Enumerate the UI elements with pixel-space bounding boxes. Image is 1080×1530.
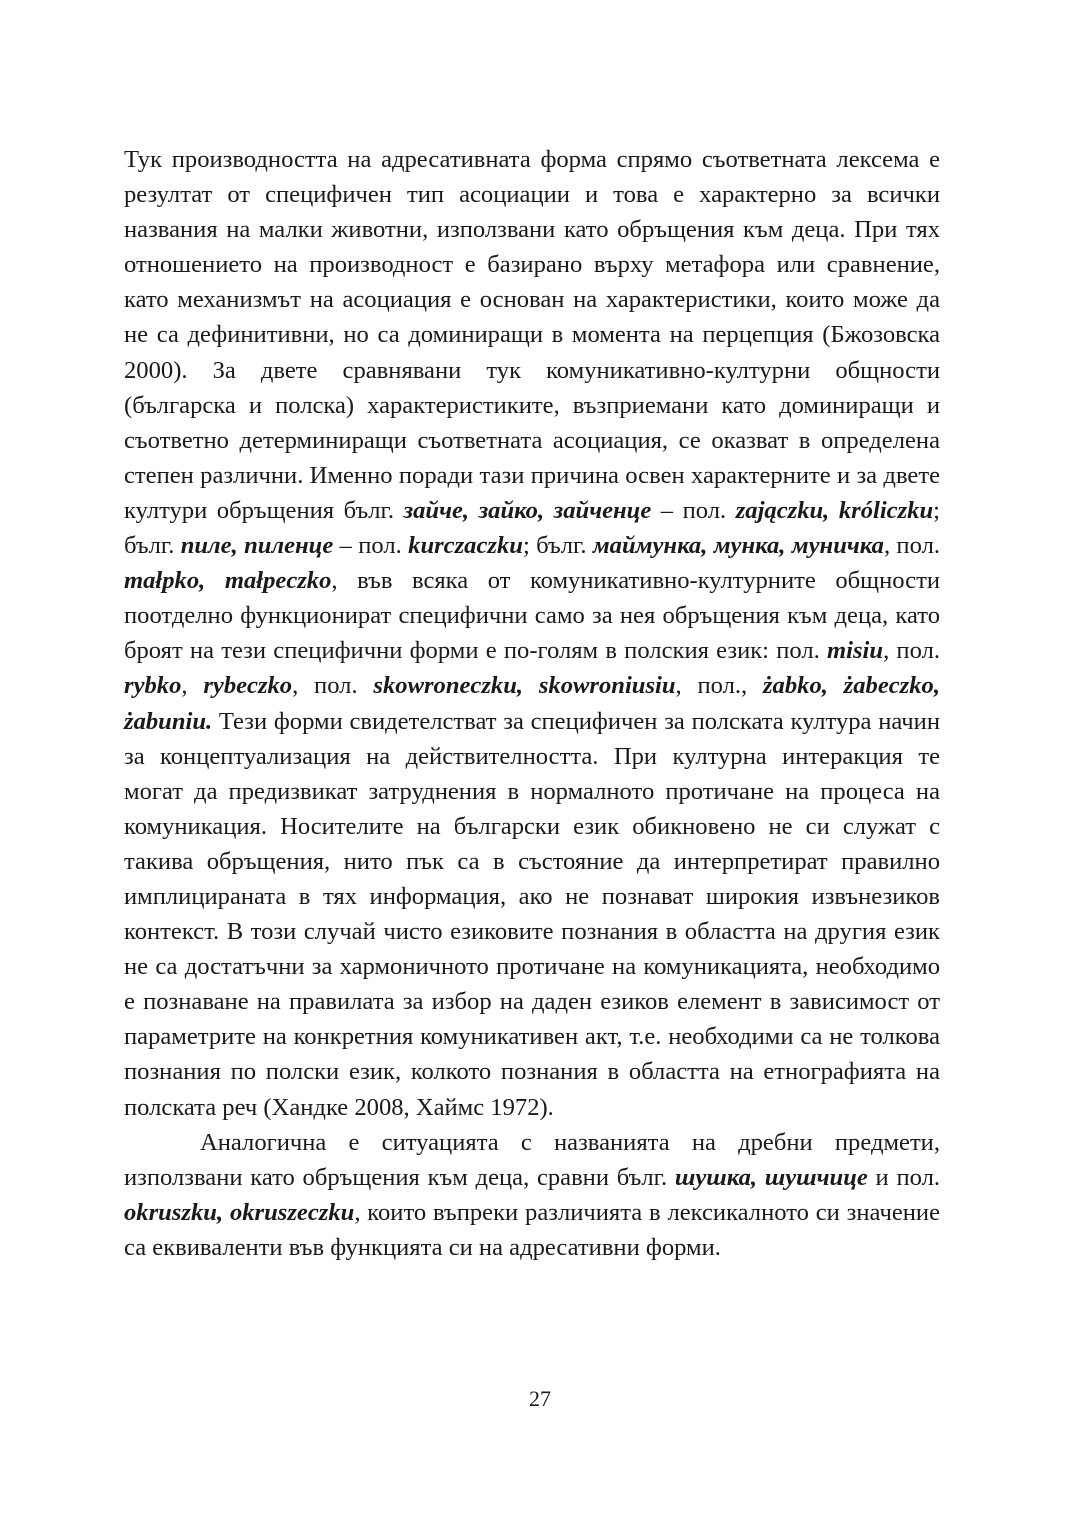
example-term: rybeczko	[203, 672, 293, 700]
page-number: 27	[529, 1386, 551, 1411]
text-segment: , пол.	[883, 532, 940, 560]
text-segment: и пол.	[867, 1163, 941, 1191]
text-segment: – пол.	[651, 496, 736, 524]
example-term: маймунка, мунка, муничка	[592, 532, 884, 560]
text-segment: , които въпреки различията в лексикалното си значение са еквиваленти във функцията си на адресативни форми.	[124, 1198, 940, 1261]
example-term: małpko, małpeczko	[124, 567, 332, 595]
example-term: зайче, зайко, зайченце	[403, 496, 652, 524]
text-segment: Тук производността на адресативната форма спрямо съответната лексема е резултат от специфичен тип асоциации и това е характерно за всички названия на малки животни, използвани като обръщения към деца. При тях отношението на производност е базирано върху метафора или сравнение, като механизмът на асоциация е основан на характеристики, които може да не са дефинитивни, но са доминиращи в момента на перцепция (Бжозовска 2000). За двете сравнявани тук комуникативно-културни общности (българска и полска) характеристиките, възприемани като доминиращи и съответно детерминиращи съответната асоциация, се оказват в определена степен различни. Именно поради тази причина освен характерните и за двете култури обръщения бълг.	[124, 146, 940, 524]
text-segment: ,	[181, 672, 204, 700]
example-term: skowroneczku, skowroniusiu	[373, 672, 676, 700]
text-segment: , пол.,	[675, 672, 763, 700]
text-segment: , във всяка от комуникативно-културните общности поотделно функционират специфични само за нея обръщения към деца, като броят на тези специфични форми е по-голям в полския език: пол.	[124, 567, 940, 665]
example-term: okruszku, okruszeczku	[124, 1198, 355, 1226]
text-segment: Аналогична е ситуацията с названията на дребни предмети, използвани като обръщения към деца, сравни бълг.	[124, 1128, 940, 1191]
example-term: пиле, пиленце	[180, 532, 334, 560]
text-segment: , пол.	[883, 637, 940, 665]
text-segment: Тези форми свидетелстват за специфичен за полската култура начин за концептуализация на действителността. При културна интеракция те могат да предизвикат затруднения в нормалното протичане на процеса на комуникация. Носителите на български език обикновено не си служат с такива обръщения, нито пък са в състояние да интерпретират правилно имплицираната в тях информация, ако не познават широкия извънезиков контекст. В този случай чисто езиковите познания в областта на другия език не са достатъчни за хармоничното протичане на комуникацията, необходимо е познаване на правилата за избор на даден езиков елемент в зависимост от параметрите на конкретния комуникативен акт, т.е. необходими са не толкова познания по полски език, колкото познания в областта на етнографията на полската реч (Хандке 2008, Хаймс 1972).	[124, 707, 940, 1121]
text-segment: , пол.	[292, 672, 374, 700]
example-term: misiu	[827, 637, 884, 665]
example-term: rybko	[124, 672, 182, 700]
example-term: żabko, żabeczko, żabuniu.	[124, 672, 940, 735]
text-segment: – пол.	[333, 532, 409, 560]
text-segment: ; бълг.	[124, 496, 940, 560]
example-term: шушка, шушчице	[674, 1163, 868, 1191]
body-text	[124, 142, 940, 1265]
text-segment: ; бълг.	[522, 532, 593, 560]
paragraph-1	[124, 142, 940, 1125]
paragraph-2	[124, 1125, 940, 1265]
example-term: zajączku, króliczku	[735, 496, 934, 524]
example-term: kurczaczku	[408, 532, 523, 560]
